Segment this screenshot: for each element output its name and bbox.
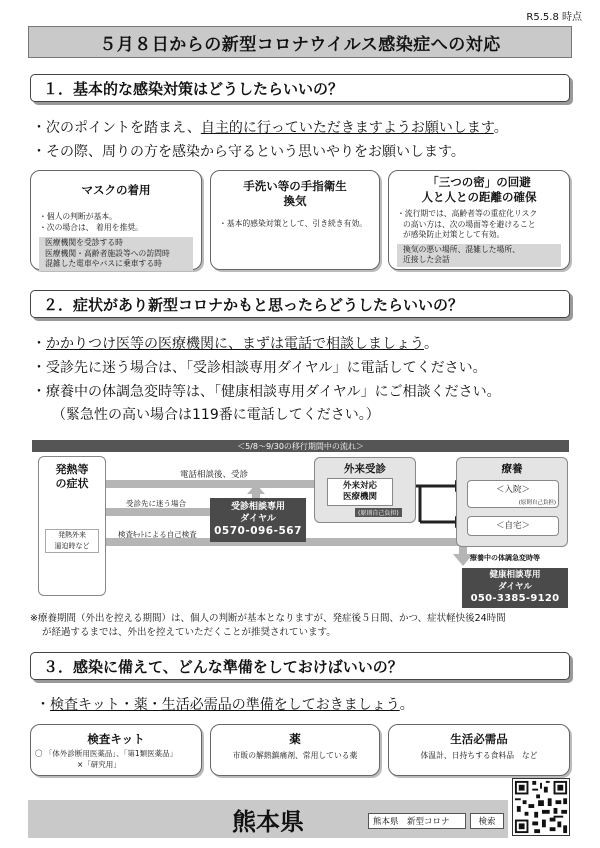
arrow-kit-label: 検査ｷｯﾄによる自己検査	[118, 530, 197, 539]
section1-bullet1-underlined: 自主的に行っていただきますようお願いします	[200, 120, 494, 136]
care-box: 療養 ＜入院＞ (原則自己負担) ＜自宅＞	[456, 457, 568, 547]
dial2-box: 健康相談専用 ダイヤル 050-3385-9120	[462, 568, 568, 608]
search-button[interactable]: 検索	[470, 813, 504, 829]
clinic-box: 外来受診 外来対応 医療機関 (原則自己負担)	[314, 457, 416, 523]
section1-bullet2: ・その際、周りの方を感染から守るという思いやりをお願いします。	[32, 144, 465, 160]
dial2-number: 050-3385-9120	[470, 593, 560, 604]
card-three-c-situations: 換気の悪い場所、混雑した場所、 近接した会話	[397, 244, 561, 267]
section2-bullet1: ・かかりつけ医等の医療機関に、まずは電話で相談しましょう。	[32, 336, 438, 352]
section1-heading: １．基本的な感染対策はどうしたらいいの？	[30, 74, 570, 102]
arrow-unsure-label: 受診先に迷う場合	[126, 499, 186, 508]
section1-bullet1: ・次のポイントを踏まえ、自主的に行っていただきますようお願いします。	[32, 120, 508, 136]
card-three-c: 「三つの密」の回避 人と人との距離の確保 ・流行期では、高齢者等の重症化リスク の高い方は、次の場面等を避けること が感染防止対策として有効。 換気の悪い場所、混雑した場所、 近接した会話	[388, 170, 570, 270]
section3-bullet1: ・検査キット・薬・生活必需品の準備をしておきましょう。	[36, 697, 414, 713]
arrow-phone-bar	[106, 480, 314, 488]
search-input[interactable]: 熊本県 新型コロナ	[368, 813, 466, 829]
clinic-inner: 外来対応 医療機関	[327, 478, 393, 506]
care-sudden-label: 療養中の体調急変時等	[470, 554, 540, 562]
card-hygiene-title1: 手洗い等の手指衛生	[243, 179, 347, 193]
card-hygiene-line: ・基本的感染対策として、引き続き有効。	[219, 219, 367, 228]
card-three-c-title2: 人と人との距離の確保	[421, 190, 537, 204]
section2-bullet2: ・受診先に迷う場合は、「受診相談専用ダイヤル」に電話してください。	[32, 360, 487, 376]
card-three-c-title1: 「三つの密」の回避	[427, 175, 531, 189]
dial1-box: 受診相談専用 ダイヤル 0570-096-567	[210, 498, 306, 542]
qr-code-icon[interactable]	[512, 778, 570, 836]
card-mask-situations: 医療機関を受診する時 医療機関・高齢者施設等への訪問時 混雑した電車やバスに乗車する時	[39, 237, 193, 271]
card-necessities-title: 生活必需品	[450, 732, 508, 746]
card-mask-title: マスクの着用	[81, 183, 151, 197]
page-title: ５月８日からの新型コロナウイルス感染症への対応	[28, 26, 572, 58]
card-medicine-title: 薬	[289, 732, 301, 746]
arrow-phone-label: 電話相談後、受診	[180, 470, 249, 480]
card-hygiene-title2: 換気	[283, 194, 307, 208]
care-hospital: ＜入院＞ (原則自己負担)	[467, 480, 559, 508]
section3-heading: ３．感染に備えて、どんな準備をしておけばいいの？	[30, 652, 570, 680]
section2-heading: ２．症状があり新型コロナかもと思ったらどうしたらいいの？	[30, 290, 570, 318]
footer-org: 熊本県	[28, 800, 508, 838]
section2-bullet3: ・療養中の体調急変時等は、「健康相談専用ダイヤル」にご相談ください。	[32, 384, 501, 400]
arrow-unsure-bar	[106, 508, 210, 516]
card-necessities: 生活必需品 体温計、日持ちする食料品 など	[388, 724, 570, 776]
outpatient-note: 発熱外来 逼迫時など	[45, 529, 99, 553]
card-test-kit: 検査キット 〇 「体外診断用医薬品」、「第1類医薬品」 ×「研究用」	[30, 724, 202, 776]
dial1-number: 0570-096-567	[214, 525, 302, 537]
date-stamp: R5.5.8 時点	[526, 12, 582, 23]
flow-banner: ＜5/8～9/30の移行期間中の流れ＞	[32, 440, 569, 452]
card-test-kit-title: 検査キット	[87, 732, 145, 746]
care-home: ＜自宅＞	[467, 516, 559, 536]
section2-bullet4: （緊急性の高い場合は119番に電話してください。）	[52, 407, 380, 423]
isolation-note: ※療養期間（外出を控える期間）は、個人の判断が基本となりますが、発症後５日間、かつ、症状軽快後24時間 が経過するまでは、外出を控えていただくことが推奨されています。	[30, 613, 506, 638]
card-mask-line: ・個人の判断が基本。	[39, 212, 117, 221]
symptom-box: 発熱等 の症状 発熱外来 逼迫時など	[38, 456, 106, 596]
card-mask-line: ・次の場合は、 着用を推奨。	[39, 222, 143, 232]
card-medicine: 薬 市販の解熱鎮痛剤、常用している薬	[210, 724, 380, 776]
